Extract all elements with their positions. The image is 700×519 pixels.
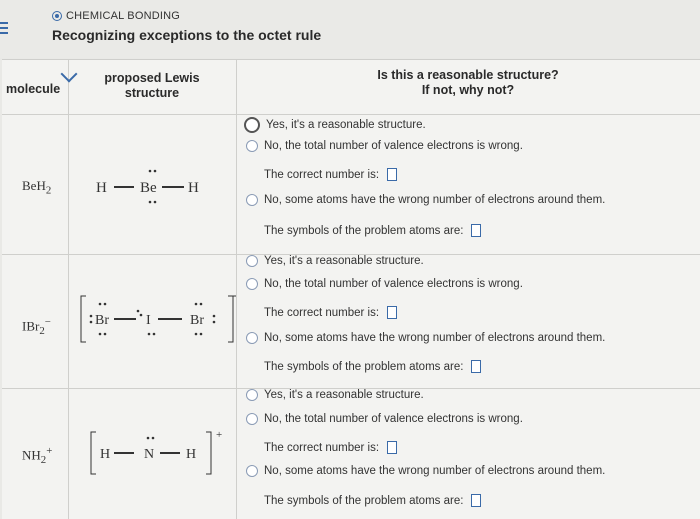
correct-number-row: The correct number is: [264,306,397,319]
radio-button[interactable] [246,389,258,401]
header-molecule: molecule [6,82,61,96]
option-no-atoms[interactable]: No, some atoms have the wrong number of electrons around them. [246,332,605,344]
lewis-structure-ibr2 [78,294,236,344]
column-divider [68,60,69,519]
page-title: Recognizing exceptions to the octet rule [52,27,322,43]
menu-icon[interactable] [0,22,8,36]
problem-atoms-row: The symbols of the problem atoms are: [264,360,481,373]
option-yes-reasonable[interactable]: Yes, it's a reasonable structure. [246,117,426,133]
header-question-line2: If not, why not? [421,83,515,97]
problem-atoms-input[interactable] [471,224,481,237]
problem-atoms-input[interactable] [471,494,481,507]
lewis-atom: Be [140,180,157,196]
lewis-charge: + [216,429,223,441]
lewis-atom: H [188,180,199,196]
correct-number-input[interactable] [387,168,397,181]
correct-number-input[interactable] [387,306,397,319]
option-no-atoms[interactable]: No, some atoms have the wrong number of electrons around them. [246,194,605,206]
option-yes-reasonable[interactable]: Yes, it's a reasonable structure. [246,255,424,267]
lewis-atom: H [96,180,107,196]
molecule-ibr2: IBr$_2$− [22,316,51,337]
topic-dot-icon [52,11,62,21]
lewis-atom: H [186,447,197,462]
header-bar [0,0,700,58]
topic-text: CHEMICAL BONDING [66,10,181,22]
column-divider [236,60,237,519]
option-no-total[interactable]: No, the total number of valence electrons is wrong. [246,140,523,152]
molecule-beh2: BeH$_2$ [22,178,52,197]
radio-button[interactable] [246,194,258,206]
lewis-atom: Br [95,313,109,328]
radio-button[interactable] [246,278,258,290]
lewis-atom: I [146,313,151,328]
lewis-structure-beh2 [78,162,236,212]
problem-atoms-row: The symbols of the problem atoms are: [264,224,481,237]
radio-button[interactable] [246,140,258,152]
option-yes-reasonable[interactable]: Yes, it's a reasonable structure. [246,389,424,401]
correct-number-row: The correct number is: [264,168,397,181]
problem-atoms-row: The symbols of the problem atoms are: [264,494,481,507]
topic-label [52,10,180,22]
header-question [236,60,700,114]
radio-button[interactable] [246,465,258,477]
radio-button[interactable] [246,413,258,425]
question-table [2,59,700,519]
correct-number-input[interactable] [387,441,397,454]
radio-button[interactable] [244,117,260,133]
problem-atoms-input[interactable] [471,360,481,373]
header-question-line1: Is this a reasonable structure? [377,68,559,82]
radio-button[interactable] [246,255,258,267]
radio-button[interactable] [246,332,258,344]
lewis-atom: Br [190,313,204,328]
option-no-atoms[interactable]: No, some atoms have the wrong number of electrons around them. [246,465,605,477]
correct-number-row: The correct number is: [264,441,397,454]
lewis-atom: H [100,447,111,462]
lewis-structure-nh2 [78,428,236,478]
row-divider [2,114,700,115]
option-no-total[interactable]: No, the total number of valence electrons is wrong. [246,413,523,425]
molecule-nh2: $NH_2^+$ [22,445,53,466]
option-no-total[interactable]: No, the total number of valence electrons is wrong. [246,278,523,290]
header-lewis: proposed Lewis structure [104,71,200,100]
lewis-atom: N [144,447,155,462]
